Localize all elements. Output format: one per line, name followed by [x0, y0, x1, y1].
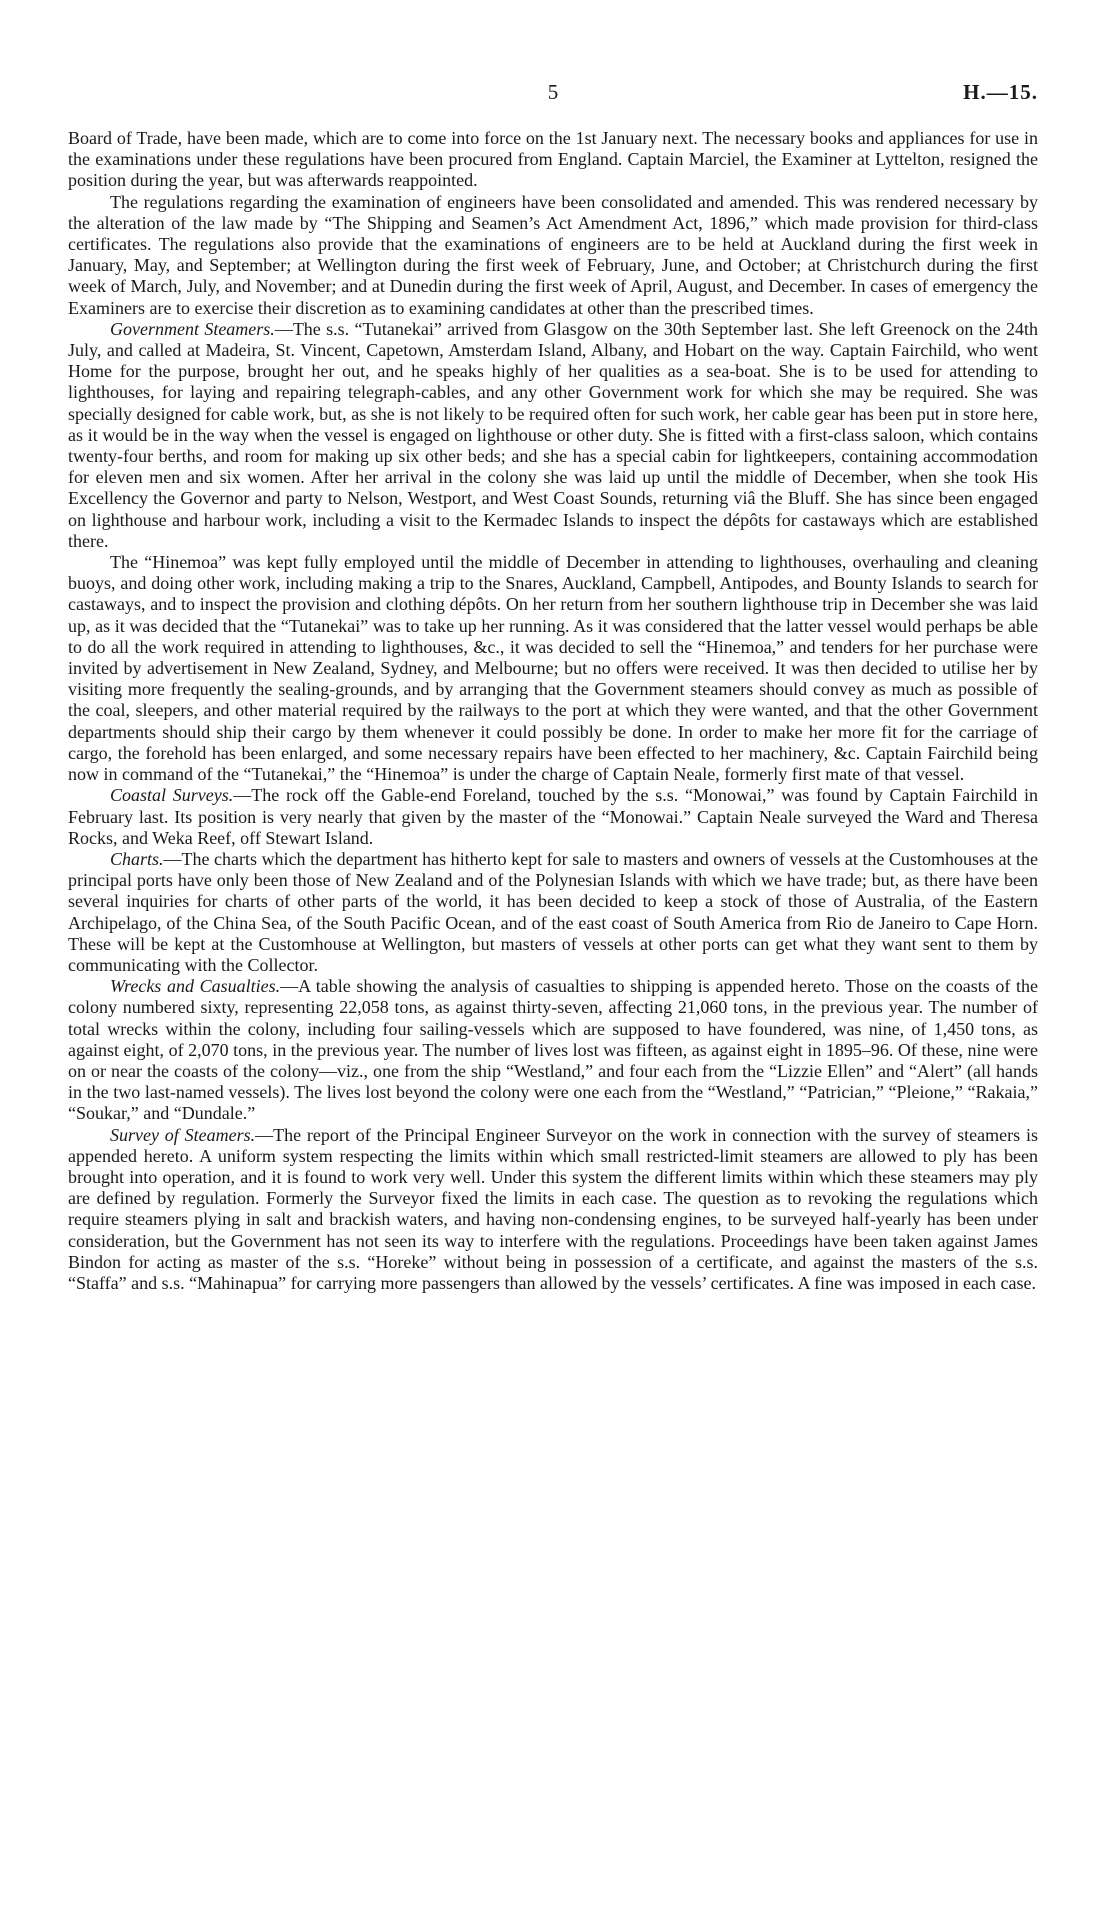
section-heading: Wrecks and Casualties.: [110, 976, 281, 997]
paragraph-government-steamers: [68, 319, 1038, 552]
paragraph-text: —The report of the Principal Engineer Surveyor on the work in connection with the survey of steamers is appended hereto. A uniform system respecting the limits within which small restricted-limit steamers are allowed to ply has been brought into operation, and it is found to work very well. Under this system the different limits within which these steamers may ply are defined by regulation. Formerly the Surveyor fixed the limits in each case. The question as to revoking the regulations which require steamers plying in salt and brackish waters, and having non-condensing engines, to be surveyed half-yearly has been under consideration, but the Government has not seen its way to interfere with the regulations. Proceedings have been taken against James Bindon for acting as master of the s.s. “Horeke” without being in possession of a certificate, and against the masters of the s.s. “Staffa” and s.s. “Mahinapua” for carrying more passengers than allowed by the vessels’ certificates. A fine was imposed in each case.: [68, 1124, 1038, 1293]
section-heading: Government Steamers.: [110, 318, 275, 339]
paragraph-hinemoa: [68, 552, 1038, 785]
paragraph-coastal-surveys: [68, 785, 1038, 849]
paragraph-wrecks-and-casualties: [68, 976, 1038, 1124]
paragraph-text: Board of Trade, have been made, which are to come into force on the 1st January next. The necessary books and appliances for use in the examinations under these regulations have been procured from England. Captain Marciel, the Examiner at Lyttelton, resigned the position during the year, but was afterwards reappointed.: [68, 128, 1038, 191]
body-text: [68, 128, 1038, 1294]
paragraph-text: —The charts which the department has hitherto kept for sale to masters and owners of vessels at the Customhouses at the principal ports have only been those of New Zealand and of the Polynesian Islands with which we have trade; but, as there have been several inquiries for charts of other parts of the world, it has been decided to keep a stock of those of Australia, of the Eastern Archipelago, of the China Sea, of the South Pacific Ocean, and of the east coast of South America from Rio de Janeiro to Cape Horn. These will be kept at the Customhouse at Wellington, but masters of vessels at other ports can get what they want sent to them by communicating with the Collector.: [68, 848, 1038, 975]
document-reference: H.—15.: [963, 80, 1038, 104]
paragraph-text: The “Hinemoa” was kept fully employed until the middle of December in attending to lighthouses, overhauling and cleaning buoys, and doing other work, including making a trip to the Snares, Auckland, Campbell, Antipodes, and Bounty Islands to search for castaways, and to inspect the provision and clothing dépôts. On her return from her southern lighthouse trip in December she was laid up, as it was decided that the “Tutanekai” was to take up her running. As it was considered that the latter vessel would perhaps be able to do all the work required in attending to lighthouses, &c., it was decided to sell the “Hinemoa,” and tenders for her purchase were invited by advertisement in New Zealand, Sydney, and Melbourne; but no offers were received. It was then decided to utilise her by visiting more frequently the sealing-grounds, and by arranging that the Government steamers should convey as much as possible of the coal, sleepers, and other material required by the railways to the port at which they were wanted, and that the other Government departments should ship their cargo by them whenever it could possibly be done. In order to make her more fit for the carriage of cargo, the forehold has been enlarged, and some necessary repairs have been effected to her machinery, &c. Captain Fairchild being now in command of the “Tutanekai,” the “Hinemoa” is under the charge of Captain Neale, formerly first mate of that vessel.: [68, 552, 1038, 785]
paragraph-text: The regulations regarding the examination of engineers have been consolidated and amended. This was rendered necessary by the alteration of the law made by “The Shipping and Seamen’s Act Amendment Act, 1896,” which made provision for third-class certificates. The regulations also provide that the examinations of engineers are to be held at Auckland during the first week in January, May, and September; at Wellington during the first week of February, June, and October; at Christchurch during the first week of March, July, and November; and at Dunedin during the first week of April, August, and December. In cases of emergency the Examiners are to exercise their discretion as to examining candidates at other than the prescribed times.: [68, 191, 1038, 318]
paragraph-text: —The s.s. “Tutanekai” arrived from Glasgow on the 30th September last. She left Greenock on the 24th July, and called at Madeira, St. Vincent, Capetown, Amsterdam Island, Albany, and Hobart on the way. Captain Fairchild, who went Home for the purpose, brought her out, and he speaks highly of her qualities as a sea-boat. She is to be used for attending to lighthouses, for laying and repairing telegraph-cables, and any other Government work for which she may be required. She was specially designed for cable work, but, as she is not likely to be required often for such work, her cable gear has been put in store here, as it would be in the way when the vessel is engaged on lighthouse or other duty. She is fitted with a first-class saloon, which contains twenty-four berths, and room for making up six other beds; and she has a special cabin for lightkeepers, containing accommodation for eleven men and six women. After her arrival in the colony she was laid up until the middle of December, when she took His Excellency the Governor and party to Nelson, Westport, and West Coast Sounds, returning viâ the Bluff. She has since been engaged on lighthouse and harbour work, including a visit to the Kermadec Islands to inspect the dépôts for castaways which are established there.: [68, 318, 1038, 551]
paragraph-engineer-examinations: [68, 192, 1038, 319]
paragraph-text: —A table showing the analysis of casualties to shipping is appended hereto. Those on the coasts of the colony numbered sixty, representing 22,058 tons, as against thirty-seven, affecting 21,060 tons, in the previous year. The number of total wrecks within the colony, including four sailing-vessels which are supposed to have foundered, was nine, of 1,450 tons, as against eight, of 2,070 tons, in the previous year. The number of lives lost was fifteen, as against eight in 1895–96. Of these, nine were on or near the coasts of the colony—viz., one from the ship “Westland,” and four each from the “Lizzie Ellen” and “Alert” (all hands in the two last-named vessels). The lives lost beyond the colony were one each from the “Westland,” “Patrician,” “Pleione,” “Rakaia,” “Soukar,” and “Dundale.”: [68, 976, 1038, 1124]
page-header: [68, 80, 1038, 110]
paragraph-board-of-trade: [68, 128, 1038, 192]
paragraph-survey-of-steamers: [68, 1125, 1038, 1295]
page-number: 5: [547, 80, 559, 104]
paragraph-text: —The rock off the Gable-end Foreland, touched by the s.s. “Monowai,” was found by Captain Fairchild in February last. Its position is very nearly that given by the master of the “Monowai.” Captain Neale surveyed the Ward and Theresa Rocks, and Weka Reef, off Stewart Island.: [68, 785, 1038, 848]
section-heading: Coastal Surveys.: [110, 785, 234, 806]
paragraph-charts: [68, 849, 1038, 976]
section-heading: Survey of Steamers.: [110, 1124, 256, 1145]
section-heading: Charts.: [110, 848, 164, 869]
